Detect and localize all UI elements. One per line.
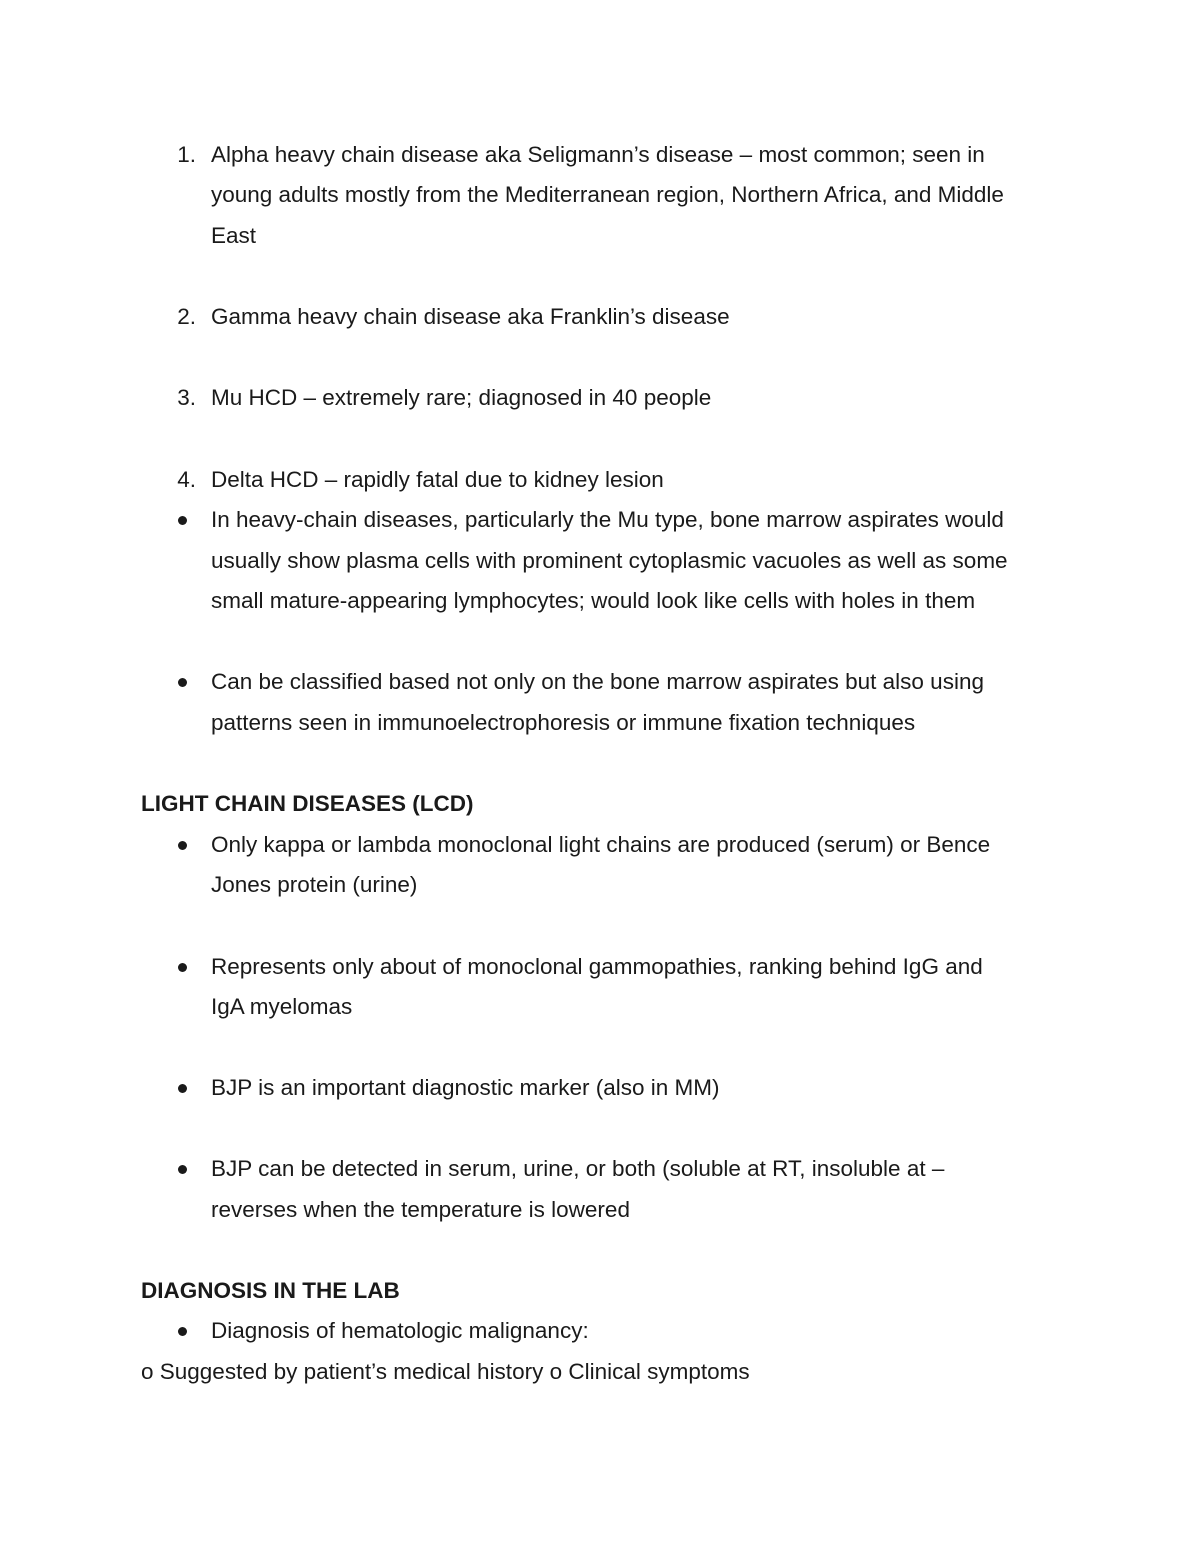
- sub-item-line: o Suggested by patient’s medical history o Clinical symptoms: [141, 1359, 750, 1384]
- list-item-text: Gamma heavy chain disease aka Franklin’s disease: [211, 304, 730, 329]
- bullet-icon: [178, 1084, 187, 1093]
- list-item-text: Mu HCD – extremely rare; diagnosed in 40 people: [211, 385, 712, 410]
- list-number: 4.: [177, 467, 196, 492]
- bullet-text: Represents only about of monoclonal gammopathies, ranking behind IgG and: [211, 954, 983, 979]
- list-number: 1.: [177, 142, 196, 167]
- list-item-text: Delta HCD – rapidly fatal due to kidney lesion: [211, 467, 664, 492]
- bullet-text: reverses when the temperature is lowered: [211, 1197, 630, 1222]
- bullet-text: patterns seen in immunoelectrophoresis or immune fixation techniques: [211, 710, 916, 735]
- bullet-icon: [178, 1165, 187, 1174]
- list-item-text: East: [211, 223, 257, 248]
- bullet-text: small mature-appearing lymphocytes; would look like cells with holes in them: [211, 588, 976, 613]
- bullet-text: Can be classified based not only on the bone marrow aspirates but also using: [211, 669, 984, 694]
- bullet-icon: [178, 678, 187, 687]
- bullet-text: Diagnosis of hematologic malignancy:: [211, 1318, 589, 1343]
- bullet-text: BJP is an important diagnostic marker (also in MM): [211, 1075, 720, 1100]
- bullet-icon: [178, 963, 187, 972]
- list-number: 3.: [177, 385, 196, 410]
- list-item-text: Alpha heavy chain disease aka Seligmann’s disease – most common; seen in: [211, 142, 985, 167]
- bullet-icon: [178, 1327, 187, 1336]
- bullet-text: Jones protein (urine): [211, 872, 418, 897]
- bullet-text: Only kappa or lambda monoclonal light chains are produced (serum) or Bence: [211, 832, 991, 857]
- bullet-icon: [178, 516, 187, 525]
- list-number: 2.: [177, 304, 196, 329]
- bullet-text: BJP can be detected in serum, urine, or both (soluble at RT, insoluble at –: [211, 1156, 945, 1181]
- section-heading: DIAGNOSIS IN THE LAB: [141, 1278, 400, 1303]
- list-item-text: young adults mostly from the Mediterranean region, Northern Africa, and Middle: [211, 182, 1004, 207]
- section-heading: LIGHT CHAIN DISEASES (LCD): [141, 791, 474, 816]
- bullet-text: usually show plasma cells with prominent cytoplasmic vacuoles as well as some: [211, 548, 1008, 573]
- bullet-text: In heavy-chain diseases, particularly the Mu type, bone marrow aspirates would: [211, 507, 1004, 532]
- bullet-text: IgA myelomas: [211, 994, 353, 1019]
- bullet-icon: [178, 841, 187, 850]
